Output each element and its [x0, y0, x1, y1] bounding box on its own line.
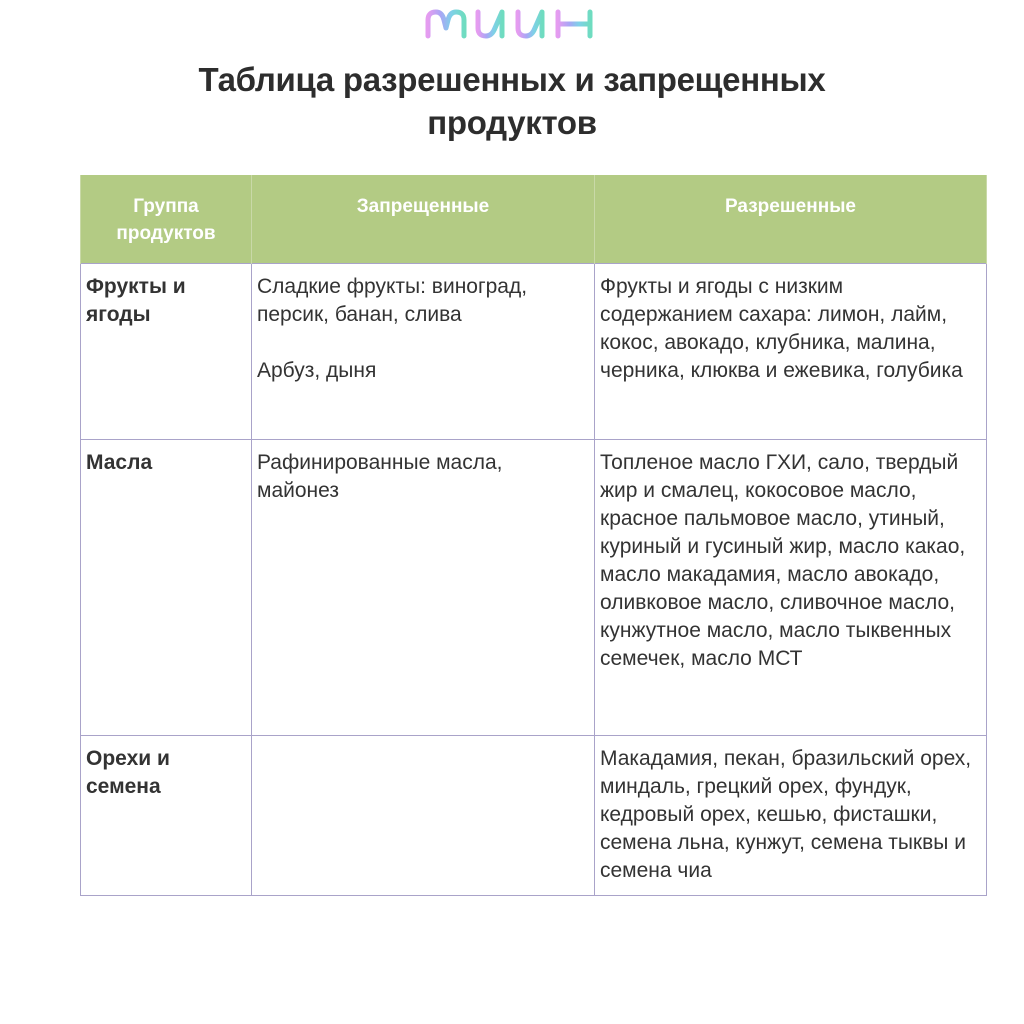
table-row	[81, 263, 987, 439]
header-forbidden: Запрещенные	[252, 175, 595, 263]
group-cell: Орехи и семена	[81, 735, 252, 895]
page-title	[0, 58, 1024, 144]
allowed-cell: Топленое масло ГХИ, сало, твердый жир и смалец, кокосовое масло, красное пальмовое масло, утиный, куриный и гусиный жир, масло какао, масло макадамия, масло авокадо, оливковое масло, сливочное масло, кунжутное масло, масло тыквенных семечек, масло МСТ	[595, 439, 987, 735]
forbidden-text: Арбуз, дыня	[257, 358, 377, 382]
table-row	[81, 735, 987, 895]
title-line-2: продуктов	[427, 104, 597, 141]
forbidden-cell	[252, 735, 595, 895]
forbidden-text: Рафинированные масла, майонез	[257, 450, 503, 502]
header-group: Группа продуктов	[81, 175, 252, 263]
forbidden-text: Сладкие фрукты: виноград, персик, банан, слива	[257, 274, 528, 326]
brand-logo	[0, 6, 1024, 46]
group-cell: Масла	[81, 439, 252, 735]
logo-icon	[422, 6, 602, 42]
products-table	[80, 175, 987, 896]
allowed-cell: Макадамия, пекан, бразильский орех, миндаль, грецкий орех, фундук, кедровый орех, кешью, фисташки, семена льна, кунжут, семена тыквы и семена чиа	[595, 735, 987, 895]
header-allowed: Разрешенные	[595, 175, 987, 263]
allowed-cell: Фрукты и ягоды с низким содержанием сахара: лимон, лайм, кокос, авокадо, клубника, малина, черника, клюква и ежевика, голубика	[595, 263, 987, 439]
forbidden-cell	[252, 439, 595, 735]
forbidden-cell	[252, 263, 595, 439]
table-row	[81, 439, 987, 735]
group-cell: Фрукты и ягоды	[81, 263, 252, 439]
table-header-row	[81, 175, 987, 263]
title-line-1: Таблица разрешенных и запрещенных	[198, 61, 826, 98]
